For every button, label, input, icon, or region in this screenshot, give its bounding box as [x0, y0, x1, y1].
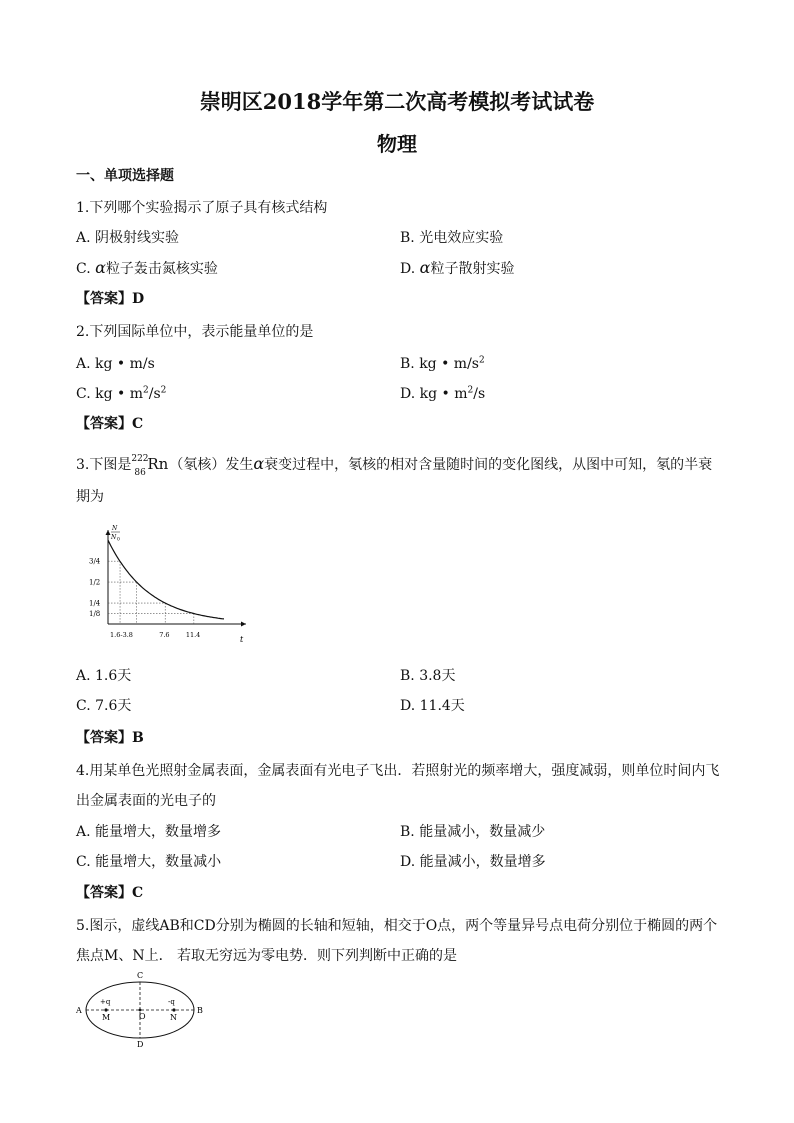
q3-option-d: D. 11.4天 [400, 698, 465, 714]
q1-answer: 【答案】D [76, 291, 145, 307]
q3-stem-line2: 期为 [76, 489, 104, 505]
q1-option-b: B. 光电效应实验 [400, 230, 504, 246]
y-tick-label: 1/8 [89, 610, 101, 619]
label-d: D [137, 1040, 144, 1049]
x-axis-arrow [241, 622, 246, 627]
q3-stem [76, 454, 713, 478]
element-symbol: Rn [147, 455, 169, 473]
y-tick-label: 1/4 [89, 599, 101, 608]
label-n: N [170, 1013, 177, 1022]
chart-plot-area [89, 525, 246, 644]
exponent: 2 [478, 355, 485, 366]
focus-n-point [172, 1008, 175, 1011]
q4-stem-line2: 出金属表面的光电子的 [76, 793, 216, 809]
ellipse-diagram [70, 968, 210, 1050]
mass-number: 222 [131, 454, 149, 464]
atomic-number: 86 [134, 468, 146, 478]
radon-nuclide [131, 454, 169, 478]
y-axis-label-subscript: 0 [117, 537, 120, 543]
q4-answer: 【答案】C [76, 885, 144, 901]
center-o-point [139, 1009, 142, 1012]
q2-option-d-text: D. kg • m [400, 386, 468, 402]
q2-option-c-mid: /s [148, 386, 161, 402]
q5-stem-line2: 焦点M、N上． 若取无穷远为零电势．则下列判断中正确的是 [76, 948, 458, 964]
x-tick-label: 7.6 [159, 631, 170, 639]
section-heading: 一、单项选择题 [76, 168, 174, 184]
q2-option-c-text: C. kg • m [76, 386, 143, 402]
y-tick-label: 3/4 [89, 557, 101, 566]
q1-option-d-prefix: D. [400, 261, 420, 277]
q5-stem-line1: 5.图示，虚线AB和CD分别为椭圆的长轴和短轴，相交于O点，两个等量异号点电荷分别位于椭圆的两个 [76, 918, 718, 934]
q1-option-d-text: 粒子散射实验 [430, 261, 515, 277]
q3-option-c: C. 7.6天 [76, 698, 132, 714]
label-a: A [76, 1006, 82, 1015]
q1-option-c-text: 粒子轰击氮核实验 [105, 261, 218, 277]
label-o: O [139, 1012, 146, 1021]
exponent: 2 [467, 385, 474, 396]
q3-answer: 【答案】B [76, 730, 144, 746]
exponent: 2 [143, 385, 149, 396]
q3-option-b: B. 3.8天 [400, 668, 456, 684]
q3-stem-pre: 3.下图是 [76, 457, 132, 473]
q1-option-c-prefix: C. [76, 261, 96, 277]
subject-title: 物理 [377, 132, 417, 156]
q2-option-d-post: /s [473, 386, 486, 402]
exponent: 2 [160, 385, 167, 396]
decay-chart [80, 522, 250, 654]
label-plus-q: +q [100, 998, 111, 1006]
label-b: B [197, 1006, 203, 1015]
focus-m-point [104, 1008, 107, 1011]
q2-option-b-text: B. kg • m/s [400, 356, 479, 372]
y-axis-label-denominator: N [111, 534, 117, 541]
alpha-symbol: α [95, 258, 106, 277]
label-minus-q: -q [168, 998, 175, 1006]
label-m: M [102, 1013, 111, 1022]
q1-option-d [400, 259, 514, 278]
x-tick-label: 1.6-3.8 [110, 631, 133, 639]
alpha-symbol: α [419, 258, 431, 277]
q4-option-a: A. 能量增大，数量增多 [76, 824, 222, 840]
exam-title: 崇明区2018学年第二次高考模拟考试试卷 [199, 89, 595, 114]
q3-stem-mid: （氡核）发生 [169, 457, 254, 473]
q1-stem: 1.下列哪个实验揭示了原子具有核式结构 [76, 200, 328, 216]
q4-option-c: C. 能量增大，数量减小 [76, 854, 222, 870]
q1-option-a: A. 阴极射线实验 [76, 230, 180, 246]
alpha-symbol: α [253, 454, 265, 473]
q2-answer: 【答案】C [76, 416, 144, 432]
label-c: C [137, 971, 144, 980]
y-tick-label: 1/2 [89, 578, 101, 587]
q4-stem-line1: 4.用某单色光照射金属表面，金属表面有光电子飞出．若照射光的频率增大，强度减弱，则单位时间内飞 [76, 763, 720, 779]
y-axis-label-numerator: N [112, 525, 118, 532]
q1-option-c [76, 259, 218, 278]
q2-option-b [400, 355, 485, 373]
q3-stem-post: 衰变过程中，氡核的相对含量随时间的变化图线，从图中可知，氡的半衰 [264, 457, 713, 473]
decay-curve [108, 540, 224, 619]
q2-stem: 2.下列国际单位中，表示能量单位的是 [76, 324, 314, 340]
q2-option-c [76, 385, 166, 403]
q4-option-b: B. 能量减小，数量减少 [400, 824, 546, 840]
x-tick-label: 11.4 [185, 631, 201, 639]
q4-option-d: D. 能量减小，数量增多 [400, 854, 546, 870]
x-axis-label: t [240, 635, 244, 644]
q2-option-d [400, 385, 485, 403]
y-axis-arrow [106, 530, 111, 535]
q3-option-a: A. 1.6天 [76, 668, 132, 684]
q2-option-a: A. kg • m/s [76, 356, 155, 372]
